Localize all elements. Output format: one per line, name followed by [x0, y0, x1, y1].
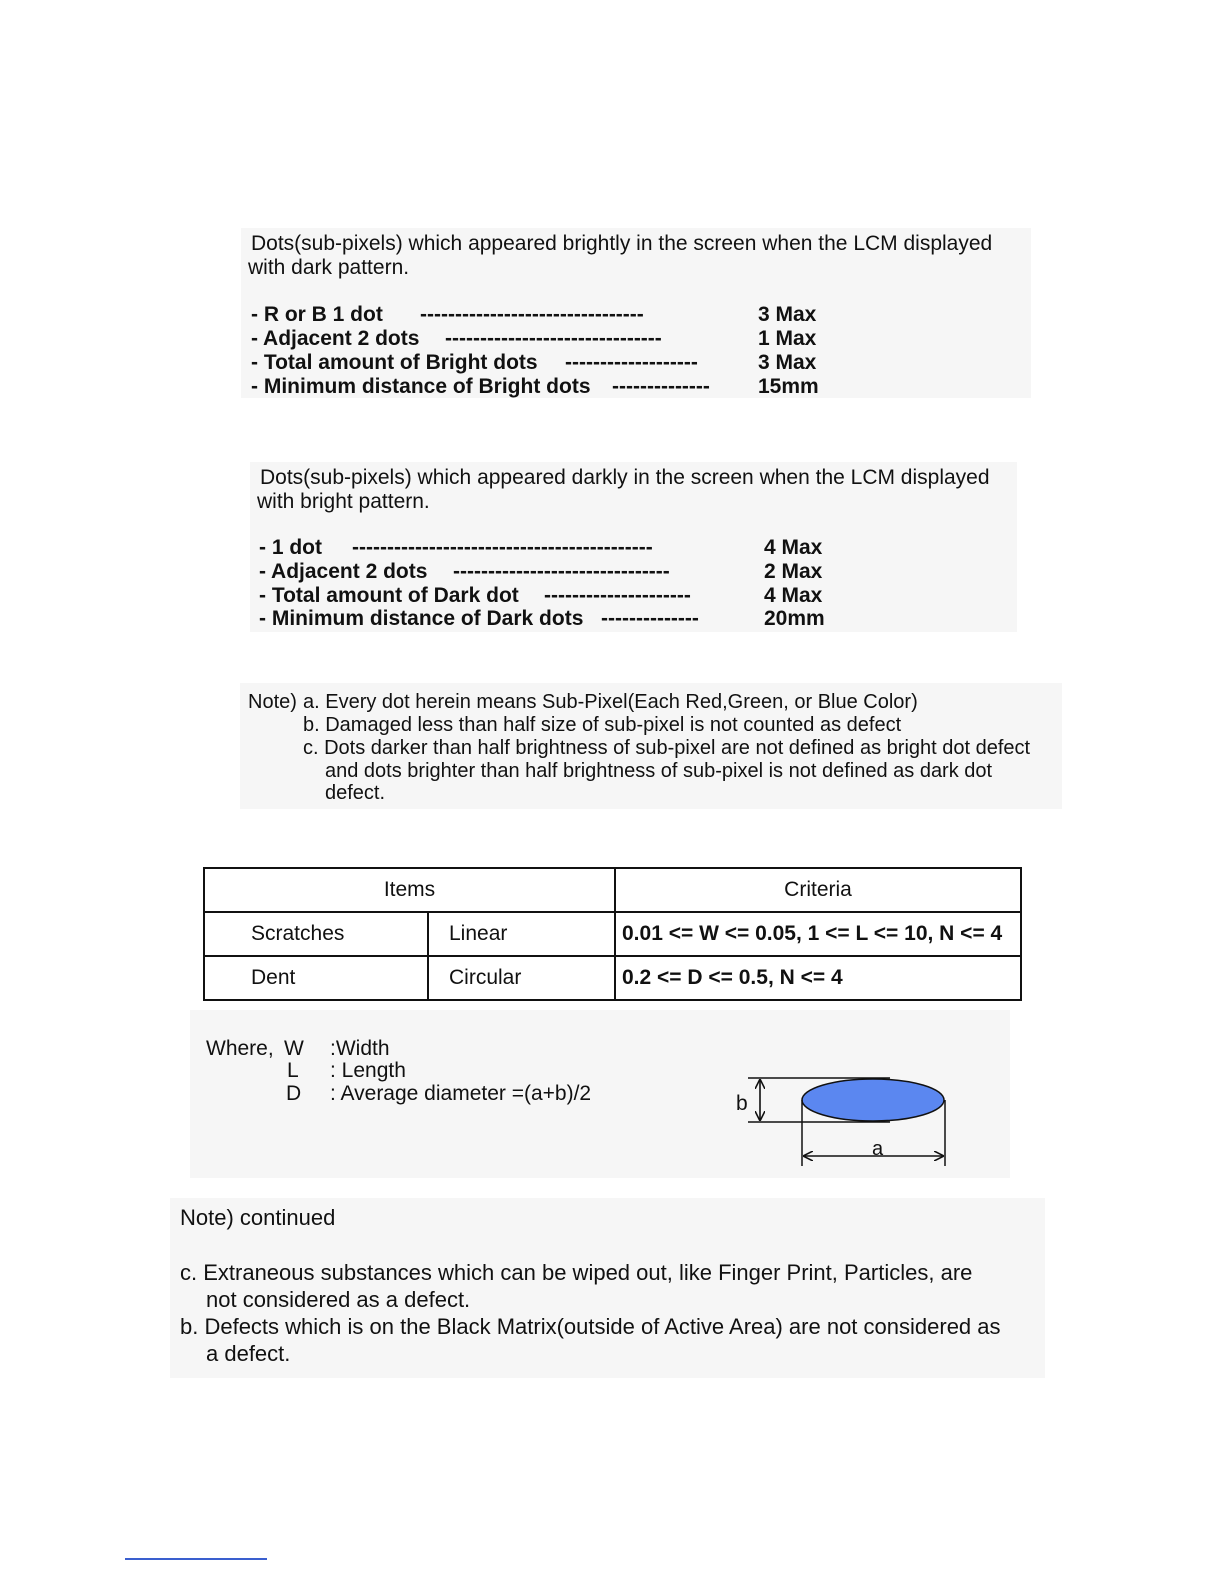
- where-symbol-d: D: [286, 1082, 302, 1105]
- note-item-c-line-3: defect.: [325, 782, 386, 804]
- bright-row-dashes: -------------------: [565, 351, 698, 374]
- bright-row-label: - R or B 1 dot: [251, 303, 383, 326]
- note-item-c-line-1: c. Dots darker than half brightness of sub-pixel are not defined as bright dot defect: [303, 737, 1031, 759]
- table-header-row: [204, 868, 1021, 912]
- where-symbol-w: W: [284, 1037, 304, 1060]
- continued-item-b-line-2: a defect.: [206, 1341, 291, 1366]
- bright-row-dashes: -------------------------------: [445, 327, 662, 350]
- continued-item-b-line-1: b. Defects which is on the Black Matrix(outside of Active Area) are not considered as: [180, 1314, 1001, 1339]
- bright-row-value: 1 Max: [758, 327, 817, 350]
- dark-row-dashes: -------------------------------------------: [352, 536, 653, 559]
- dark-row-value: 4 Max: [764, 536, 823, 559]
- where-prefix: Where,: [206, 1037, 274, 1060]
- dark-row-label: - Minimum distance of Dark dots: [259, 607, 584, 630]
- table-cell-criteria: 0.01 <= W <= 0.05, 1 <= L <= 10, N <= 4: [615, 912, 1021, 956]
- where-desc-width: :Width: [330, 1037, 390, 1060]
- table-cell-type: Circular: [428, 956, 615, 1000]
- bright-row-dashes: --------------: [612, 375, 710, 398]
- table-row: [204, 912, 1021, 956]
- dark-row-dashes: ---------------------: [544, 584, 691, 607]
- dark-intro-line-2: with bright pattern.: [257, 490, 430, 513]
- continued-title: Note) continued: [180, 1205, 336, 1230]
- bright-row-value: 15mm: [758, 375, 819, 398]
- dark-row-dashes: -------------------------------: [453, 560, 670, 583]
- label-b: b: [736, 1092, 748, 1115]
- bright-row-label: - Total amount of Bright dots: [251, 351, 538, 374]
- table-cell-item: Dent: [204, 956, 428, 1000]
- where-desc-length: : Length: [330, 1059, 406, 1082]
- dark-row-label: - Total amount of Dark dot: [259, 584, 519, 607]
- continued-item-c-line-2: not considered as a defect.: [206, 1287, 471, 1312]
- bright-row-value: 3 Max: [758, 351, 817, 374]
- note-item-b: b. Damaged less than half size of sub-pixel is not counted as defect: [303, 714, 902, 736]
- dark-row-dashes: --------------: [601, 607, 699, 630]
- continued-item-c-line-1: c. Extraneous substances which can be wiped out, like Finger Print, Particles, are: [180, 1260, 973, 1285]
- note-item-a: a. Every dot herein means Sub-Pixel(Each Red,Green, or Blue Color): [303, 691, 918, 713]
- bright-intro-line-2: with dark pattern.: [248, 256, 410, 279]
- dark-row-value: 2 Max: [764, 560, 823, 583]
- dark-row-label: - 1 dot: [259, 536, 322, 559]
- dark-row-label: - Adjacent 2 dots: [259, 560, 428, 583]
- dark-row-value: 4 Max: [764, 584, 823, 607]
- where-symbol-l: L: [287, 1059, 299, 1082]
- bright-intro-line-1: Dots(sub-pixels) which appeared brightly in the screen when the LCM displayed: [251, 232, 993, 255]
- bright-row-dashes: --------------------------------: [420, 303, 644, 326]
- dark-row-value: 20mm: [764, 607, 825, 630]
- table-cell-item: Scratches: [204, 912, 428, 956]
- dent-diameter-diagram: [730, 1068, 960, 1172]
- bright-row-label: - Minimum distance of Bright dots: [251, 375, 591, 398]
- dent-ellipse: [802, 1079, 944, 1121]
- where-desc-diameter: : Average diameter =(a+b)/2: [330, 1082, 592, 1105]
- dark-intro-line-1: Dots(sub-pixels) which appeared darkly in the screen when the LCM displayed: [260, 466, 990, 489]
- bright-row-label: - Adjacent 2 dots: [251, 327, 420, 350]
- note-item-c-line-2: and dots brighter than half brightness of sub-pixel is not defined as dark dot: [325, 760, 993, 782]
- table-header-criteria: Criteria: [615, 868, 1021, 912]
- footnote-separator: [125, 1558, 267, 1560]
- label-a: a: [872, 1138, 884, 1160]
- table-cell-criteria: 0.2 <= D <= 0.5, N <= 4: [615, 956, 1021, 1000]
- table-header-items: Items: [204, 868, 615, 912]
- table-cell-type: Linear: [428, 912, 615, 956]
- table-row: [204, 956, 1021, 1000]
- note-prefix: Note): [248, 691, 297, 713]
- criteria-table: [203, 867, 1022, 1001]
- bright-row-value: 3 Max: [758, 303, 817, 326]
